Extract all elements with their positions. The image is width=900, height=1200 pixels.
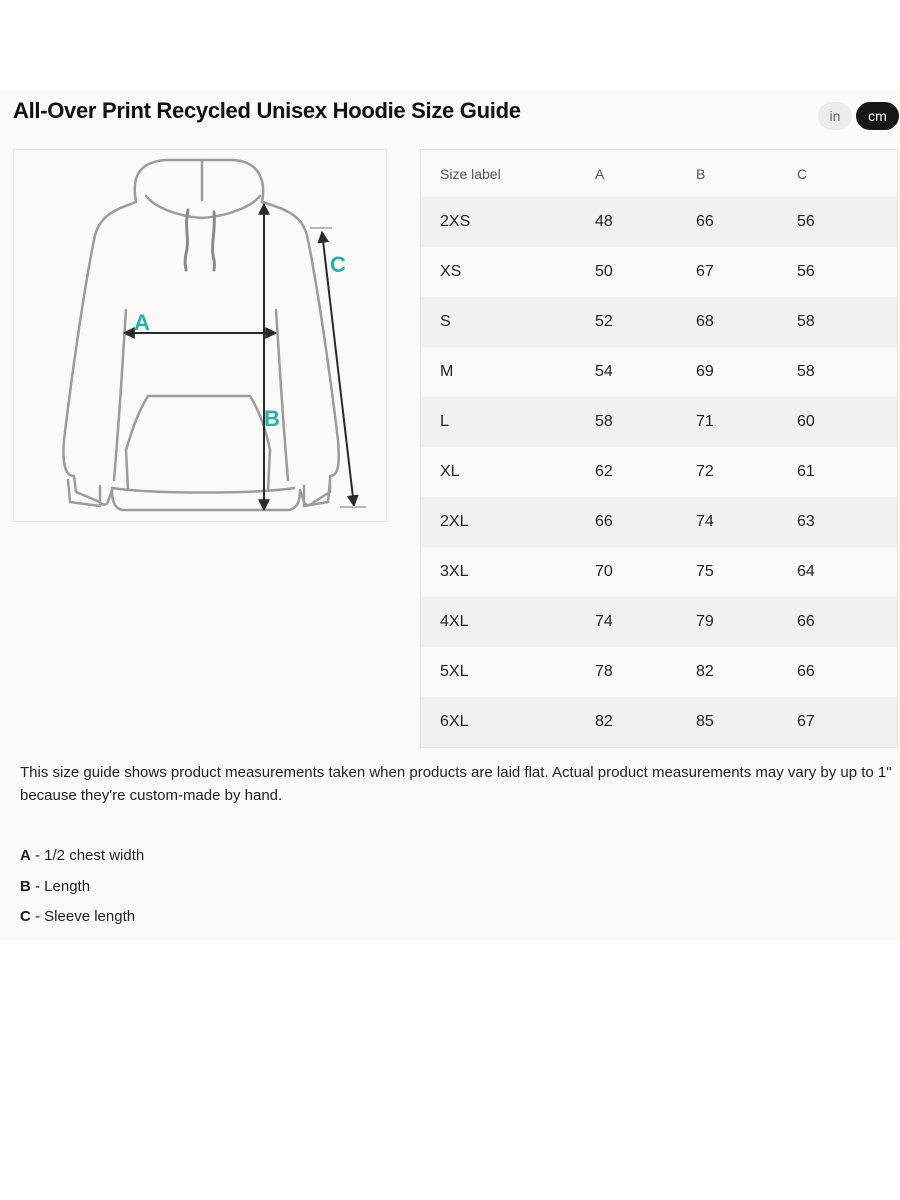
left-drawstring xyxy=(185,210,188,270)
legend-key: A xyxy=(20,847,31,864)
a-cell: 74 xyxy=(595,613,613,630)
left-sleeve-line xyxy=(114,310,126,480)
legend-item-b xyxy=(20,876,144,907)
a-cell: 62 xyxy=(595,463,613,480)
table-row xyxy=(421,647,897,697)
c-cell: 64 xyxy=(797,563,815,580)
table-row xyxy=(421,397,897,447)
header-b: B xyxy=(696,165,706,182)
size-cell: L xyxy=(440,413,449,430)
kangaroo-pocket xyxy=(126,396,270,490)
measurement-legend xyxy=(20,845,144,937)
table-row xyxy=(421,197,897,247)
label-a: A xyxy=(134,310,150,335)
c-cell: 56 xyxy=(797,263,815,280)
table-row xyxy=(421,597,897,647)
unit-toggle xyxy=(818,102,899,130)
label-b: B xyxy=(264,406,280,431)
size-cell: 6XL xyxy=(440,713,469,730)
table-header-row xyxy=(421,150,897,197)
size-table xyxy=(420,149,898,748)
a-cell: 82 xyxy=(595,713,613,730)
c-cell: 63 xyxy=(797,513,815,530)
legend-item-c xyxy=(20,906,144,937)
legend-text: - Sleeve length xyxy=(30,908,136,925)
legend-text: - Length xyxy=(30,877,91,895)
a-cell: 58 xyxy=(595,413,613,430)
page-title: All-Over Print Recycled Unisex Hoodie Size Guide xyxy=(13,98,521,123)
waistband-top xyxy=(112,488,294,493)
header-size-label: Size label xyxy=(440,165,501,182)
c-cell: 67 xyxy=(797,713,815,730)
legend-key: C xyxy=(20,908,31,925)
b-cell: 75 xyxy=(696,563,714,580)
size-cell: 2XS xyxy=(440,213,471,230)
size-cell: 4XL xyxy=(440,613,469,630)
size-cell: 3XL xyxy=(440,563,469,580)
c-cell: 58 xyxy=(797,313,815,330)
legend-key: B xyxy=(20,877,31,895)
c-cell: 58 xyxy=(797,363,815,380)
label-c: C xyxy=(330,252,346,277)
table-row xyxy=(421,447,897,497)
table-row xyxy=(421,497,897,547)
a-cell: 52 xyxy=(595,313,613,330)
size-cell: 5XL xyxy=(440,663,469,680)
header-c: C xyxy=(797,165,808,182)
b-cell: 66 xyxy=(696,213,714,230)
b-cell: 79 xyxy=(696,613,714,630)
table-row xyxy=(421,297,897,347)
b-cell: 74 xyxy=(696,513,714,530)
right-drawstring xyxy=(213,212,215,270)
c-cell: 66 xyxy=(797,663,815,680)
size-cell: M xyxy=(440,363,454,380)
header-a: A xyxy=(595,165,605,182)
b-cell: 82 xyxy=(696,663,714,680)
legend-text: - 1/2 chest width xyxy=(30,847,145,864)
unit-in-button[interactable]: in xyxy=(818,102,852,130)
a-cell: 54 xyxy=(595,363,613,380)
hoodie-diagram xyxy=(13,149,387,522)
a-cell: 48 xyxy=(595,213,613,230)
b-cell: 71 xyxy=(696,413,714,430)
table-row xyxy=(421,247,897,297)
b-cell: 69 xyxy=(696,363,714,380)
size-cell: 2XL xyxy=(440,513,469,530)
size-cell: XL xyxy=(440,463,460,480)
table-row xyxy=(421,347,897,397)
b-cell: 68 xyxy=(696,313,714,330)
a-cell: 78 xyxy=(595,663,613,680)
a-cell: 66 xyxy=(595,513,613,530)
table-row xyxy=(421,697,897,747)
b-cell: 85 xyxy=(696,713,714,730)
body-outline xyxy=(63,202,338,510)
unit-cm-button[interactable]: cm xyxy=(856,102,899,130)
a-cell: 70 xyxy=(595,563,613,580)
hoodie-illustration xyxy=(14,150,386,521)
c-cell: 56 xyxy=(797,213,815,230)
table-row xyxy=(421,547,897,597)
b-cell: 67 xyxy=(696,263,714,280)
c-cell: 60 xyxy=(797,413,815,430)
size-cell: S xyxy=(440,313,451,330)
c-cell: 66 xyxy=(797,613,815,630)
size-guide-description: This size guide shows product measurements taken when products are laid flat. Actual product measurements may vary by up to 1" because they're custom-made by hand. xyxy=(20,764,892,804)
b-cell: 72 xyxy=(696,463,714,480)
left-cuff xyxy=(68,480,100,506)
c-cell: 61 xyxy=(797,463,815,480)
size-cell: XS xyxy=(440,263,462,280)
a-cell: 50 xyxy=(595,263,613,280)
hood-outline xyxy=(135,160,263,202)
right-sleeve-line xyxy=(276,310,288,480)
legend-item-a xyxy=(20,845,144,876)
